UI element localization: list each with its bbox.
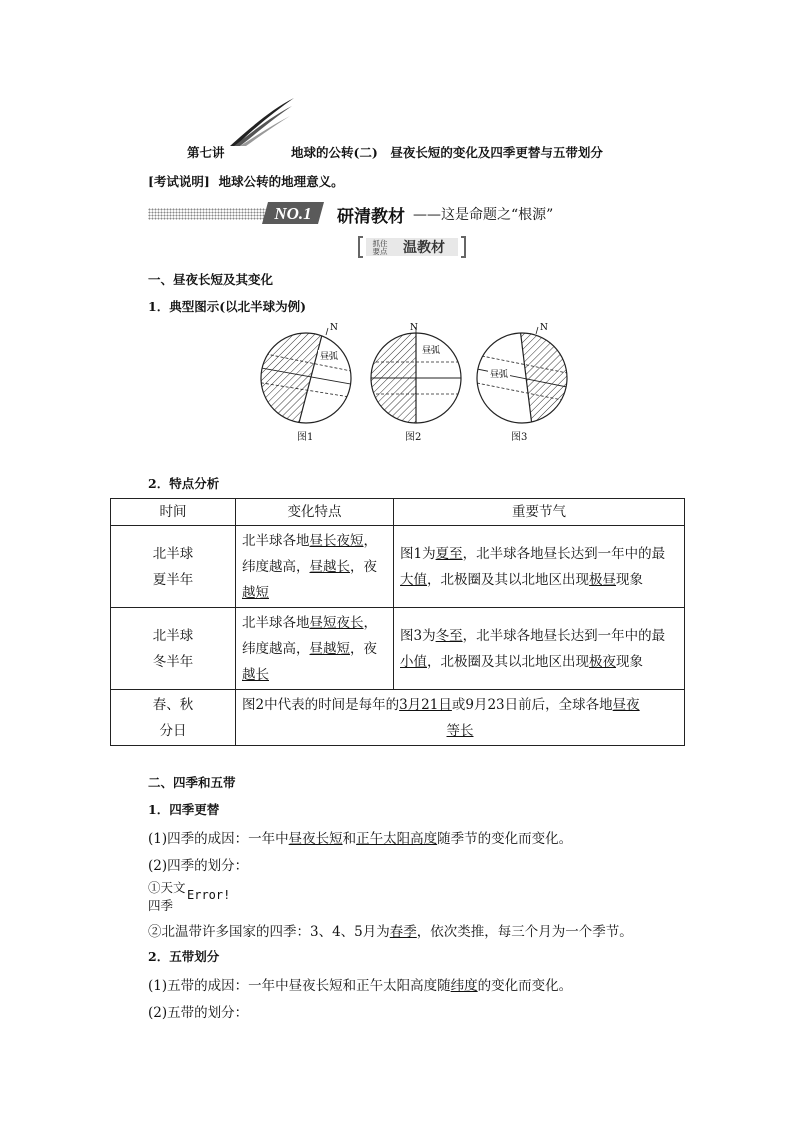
table-row <box>111 608 685 690</box>
text-span: 图1为 <box>400 545 436 562</box>
answer-span: 3月21日 <box>399 696 452 713</box>
error-text: Error! <box>187 888 231 902</box>
answer-span: 春季 <box>389 924 417 940</box>
text-span: ，北半球各地昼长达到一年中的最 <box>462 545 666 562</box>
analysis-table <box>110 498 685 746</box>
table-cell-term <box>394 608 685 690</box>
figure-1-n-label: N <box>330 323 338 333</box>
time-line: 北半球 <box>152 627 194 644</box>
answer-span: 极昼 <box>589 571 616 588</box>
exam-label: [考试说明] <box>148 174 210 189</box>
answer-span: 越短 <box>242 584 269 601</box>
table-cell-feature <box>236 608 394 690</box>
answer-span: 小值 <box>400 653 427 670</box>
table-cell-time <box>111 690 236 746</box>
banner-subtitle: ——这是命题之“根源” <box>413 207 554 223</box>
svg-text:要点: 要点 <box>372 247 388 256</box>
paragraph-seasons-cause <box>148 827 572 847</box>
table-cell-feature <box>236 526 394 608</box>
text-span: 图2中代表的时间是每年的 <box>242 696 400 713</box>
text-span: ，依次类推，每三个月为一个季节。 <box>416 924 633 940</box>
text-span: (1)四季的成因：一年中 <box>148 831 289 847</box>
table-header-cell: 时间 <box>111 499 236 526</box>
figure-2-caption: 图2 <box>405 432 422 443</box>
text-span: ，夜 <box>350 558 377 575</box>
answer-span: 冬至 <box>435 627 463 644</box>
section2-sub2: 2．五带划分 <box>148 949 220 964</box>
svg-text:抓住: 抓住 <box>372 239 388 248</box>
figure-2-n-label: N <box>410 323 418 333</box>
text-span: 纬度越高， <box>242 558 310 575</box>
section1-heading: 一、昼夜长短及其变化 <box>148 272 274 287</box>
lecture-number: 第七讲 <box>187 145 225 160</box>
banner-title: 研清教材 <box>337 207 405 227</box>
paragraph-zones-cause <box>148 974 572 994</box>
swoosh-decoration <box>228 96 296 148</box>
paragraph-northern-seasons <box>148 920 633 940</box>
equinox-line-2 <box>242 718 678 744</box>
text-span: (1)五带的成因：一年中昼夜长短和正午太阳高度随 <box>148 978 451 994</box>
review-pill <box>358 236 466 258</box>
text-span: 和 <box>342 831 357 847</box>
figure-3-caption: 图3 <box>511 432 528 443</box>
table-header-cell: 重要节气 <box>394 499 685 526</box>
answer-span: 夏至 <box>435 545 463 562</box>
text-span: 或9月23日前后，全球各地 <box>451 696 613 713</box>
paragraph-seasons-division: (2)四季的划分： <box>148 858 249 874</box>
text-span: ，北极圈及其以北地区出现 <box>427 571 589 588</box>
text-span: 现象 <box>616 571 643 588</box>
time-line: 春、秋 <box>152 696 194 713</box>
table-cell-time <box>111 526 236 608</box>
page-title: 地球的公转(二) 昼夜长短的变化及四季更替与五带划分 <box>291 145 603 160</box>
time-line: 分日 <box>159 722 187 739</box>
table-row <box>111 526 685 608</box>
svg-text:温教材: 温教材 <box>403 240 445 256</box>
time-line: 冬半年 <box>152 653 194 670</box>
table-row <box>111 690 685 746</box>
exam-description <box>148 172 344 190</box>
answer-span: 昼越短 <box>309 640 350 657</box>
answer-span: 昼夜长短 <box>288 831 343 847</box>
answer-span: 等长 <box>446 722 474 739</box>
answer-span: 昼夜 <box>612 696 640 713</box>
svg-text:NO.1: NO.1 <box>274 204 312 223</box>
figure-2-globe <box>366 322 466 426</box>
paragraph-zones-division: (2)五带的划分： <box>148 1005 249 1021</box>
text-span: ， <box>363 614 377 631</box>
paragraph-astronomical-b: 四季 <box>148 898 174 913</box>
answer-span: 大值 <box>400 571 427 588</box>
text-span: ， <box>363 532 377 549</box>
answer-span: 正午太阳高度 <box>356 831 438 847</box>
table-header-cell: 变化特点 <box>236 499 394 526</box>
text-span: 随季节的变化而变化。 <box>437 831 573 847</box>
figure-1-caption: 图1 <box>297 432 314 443</box>
figure-1-globe <box>256 322 356 426</box>
section1-sub1: 1．典型图示(以北半球为例) <box>148 299 307 314</box>
table-cell-term <box>394 526 685 608</box>
section2-sub1: 1．四季更替 <box>148 802 220 817</box>
no1-badge <box>262 202 324 224</box>
figure-3-globe <box>472 322 572 426</box>
table-cell-time <box>111 608 236 690</box>
time-line: 北半球 <box>152 545 194 562</box>
answer-span: 昼越长 <box>309 558 350 575</box>
text-span: 的变化而变化。 <box>477 978 573 994</box>
text-span: ②北温带许多国家的四季：3、4、5月为 <box>148 924 390 940</box>
exam-text: 地球公转的地理意义。 <box>218 174 344 189</box>
table-header-row <box>111 499 685 526</box>
text-span: 现象 <box>616 653 643 670</box>
answer-span: 昼长夜短 <box>309 532 364 549</box>
answer-span: 纬度 <box>450 978 478 994</box>
figure-3-arc-label: 昼弧 <box>490 370 509 380</box>
text-span: 纬度越高， <box>242 640 310 657</box>
banner-dot-pattern <box>148 208 266 220</box>
text-span: 北半球各地 <box>242 532 310 549</box>
figure-2-arc-label: 昼弧 <box>422 346 441 356</box>
answer-span: 越长 <box>242 666 269 683</box>
section1-sub2: 2．特点分析 <box>148 476 220 491</box>
text-span: 图3为 <box>400 627 436 644</box>
section-banner <box>148 200 648 228</box>
figure-1-arc-label: 昼弧 <box>320 352 339 362</box>
answer-span: 昼短夜长 <box>309 614 364 631</box>
section2-heading: 二、四季和五带 <box>148 775 236 790</box>
figure-3-n-label: N <box>540 323 548 333</box>
text-span: ，北半球各地昼长达到一年中的最 <box>462 627 666 644</box>
text-span: ，夜 <box>350 640 377 657</box>
time-line: 夏半年 <box>152 571 194 588</box>
paragraph-astronomical-a: ①天文 <box>148 880 186 895</box>
table-cell-equinox <box>236 690 685 746</box>
text-span: ，北极圈及其以北地区出现 <box>427 653 589 670</box>
text-span: 北半球各地 <box>242 614 310 631</box>
answer-span: 极夜 <box>589 653 616 670</box>
